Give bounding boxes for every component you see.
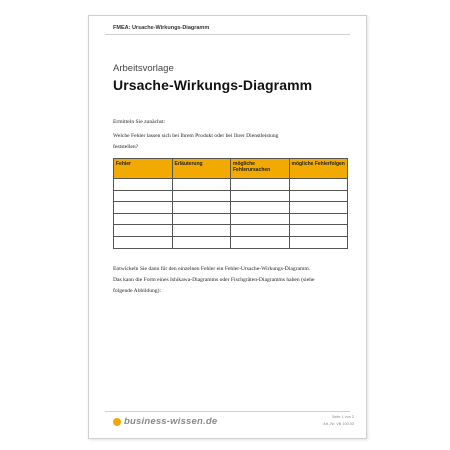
document-subtitle: Arbeitsvorlage <box>113 63 174 74</box>
page-number: Seite 1 von 2 <box>331 415 354 419</box>
logo-text: business-wissen.de <box>124 416 218 427</box>
table-header-erlaeuterung: Erläuterung <box>172 159 231 179</box>
table-cell[interactable] <box>231 225 290 237</box>
logo-dot-icon <box>113 418 121 426</box>
table-cell[interactable] <box>172 179 231 191</box>
table-cell[interactable] <box>172 190 231 202</box>
document-title: Ursache-Wirkungs-Diagramm <box>113 77 313 93</box>
header-divider <box>105 34 350 35</box>
table-cell[interactable] <box>289 236 348 248</box>
table-cell[interactable] <box>231 179 290 191</box>
document-header: FMEA: Ursache-Wirkungs-Diagramm <box>113 25 210 31</box>
table-row <box>114 202 348 214</box>
table-row <box>114 179 348 191</box>
table-cell[interactable] <box>172 225 231 237</box>
table-cell[interactable] <box>172 236 231 248</box>
document-page <box>88 15 367 439</box>
fmea-table <box>113 158 348 249</box>
table-cell[interactable] <box>172 213 231 225</box>
article-number: Art.-Nr. VB 100.03 <box>323 422 354 426</box>
table-row <box>114 213 348 225</box>
intro-paragraph-1: Ermitteln Sie zunächst: <box>113 119 166 125</box>
table-header-row <box>114 159 348 179</box>
table-cell[interactable] <box>172 202 231 214</box>
table-header-fehlerursachen: mögliche Fehlerursachen <box>231 159 290 179</box>
table-cell[interactable] <box>114 190 173 202</box>
table-cell[interactable] <box>231 213 290 225</box>
table-cell[interactable] <box>231 202 290 214</box>
table-cell[interactable] <box>114 225 173 237</box>
table-cell[interactable] <box>289 179 348 191</box>
table-header-fehler: Fehler <box>114 159 173 179</box>
table-cell[interactable] <box>114 202 173 214</box>
table-row <box>114 225 348 237</box>
brand-logo <box>113 416 217 427</box>
table-cell[interactable] <box>114 213 173 225</box>
outro-paragraph: Entwickeln Sie dann für den einzelnen Fehler ein Fehler-Ursache-Wirkungs-Diagramm. Das kann die Form eines Ishikawa-Diagramms oder Fischgräten-Diagramms haben (siehe folgende Abbildung): <box>113 266 315 294</box>
table-cell[interactable] <box>114 179 173 191</box>
table-row <box>114 190 348 202</box>
table-cell[interactable] <box>231 190 290 202</box>
table-cell[interactable] <box>289 190 348 202</box>
table-cell[interactable] <box>289 225 348 237</box>
table-header-fehlerfolgen: mögliche Fehlerfolgen <box>289 159 348 179</box>
table-cell[interactable] <box>289 213 348 225</box>
intro-paragraph-2: Welche Fehler lassen sich bei Ihrem Produkt oder bei Ihrer Dienstleistung feststellen? <box>113 133 279 150</box>
table-cell[interactable] <box>114 236 173 248</box>
footer-divider <box>105 411 350 412</box>
table-cell[interactable] <box>289 202 348 214</box>
table-row <box>114 236 348 248</box>
table-cell[interactable] <box>231 236 290 248</box>
